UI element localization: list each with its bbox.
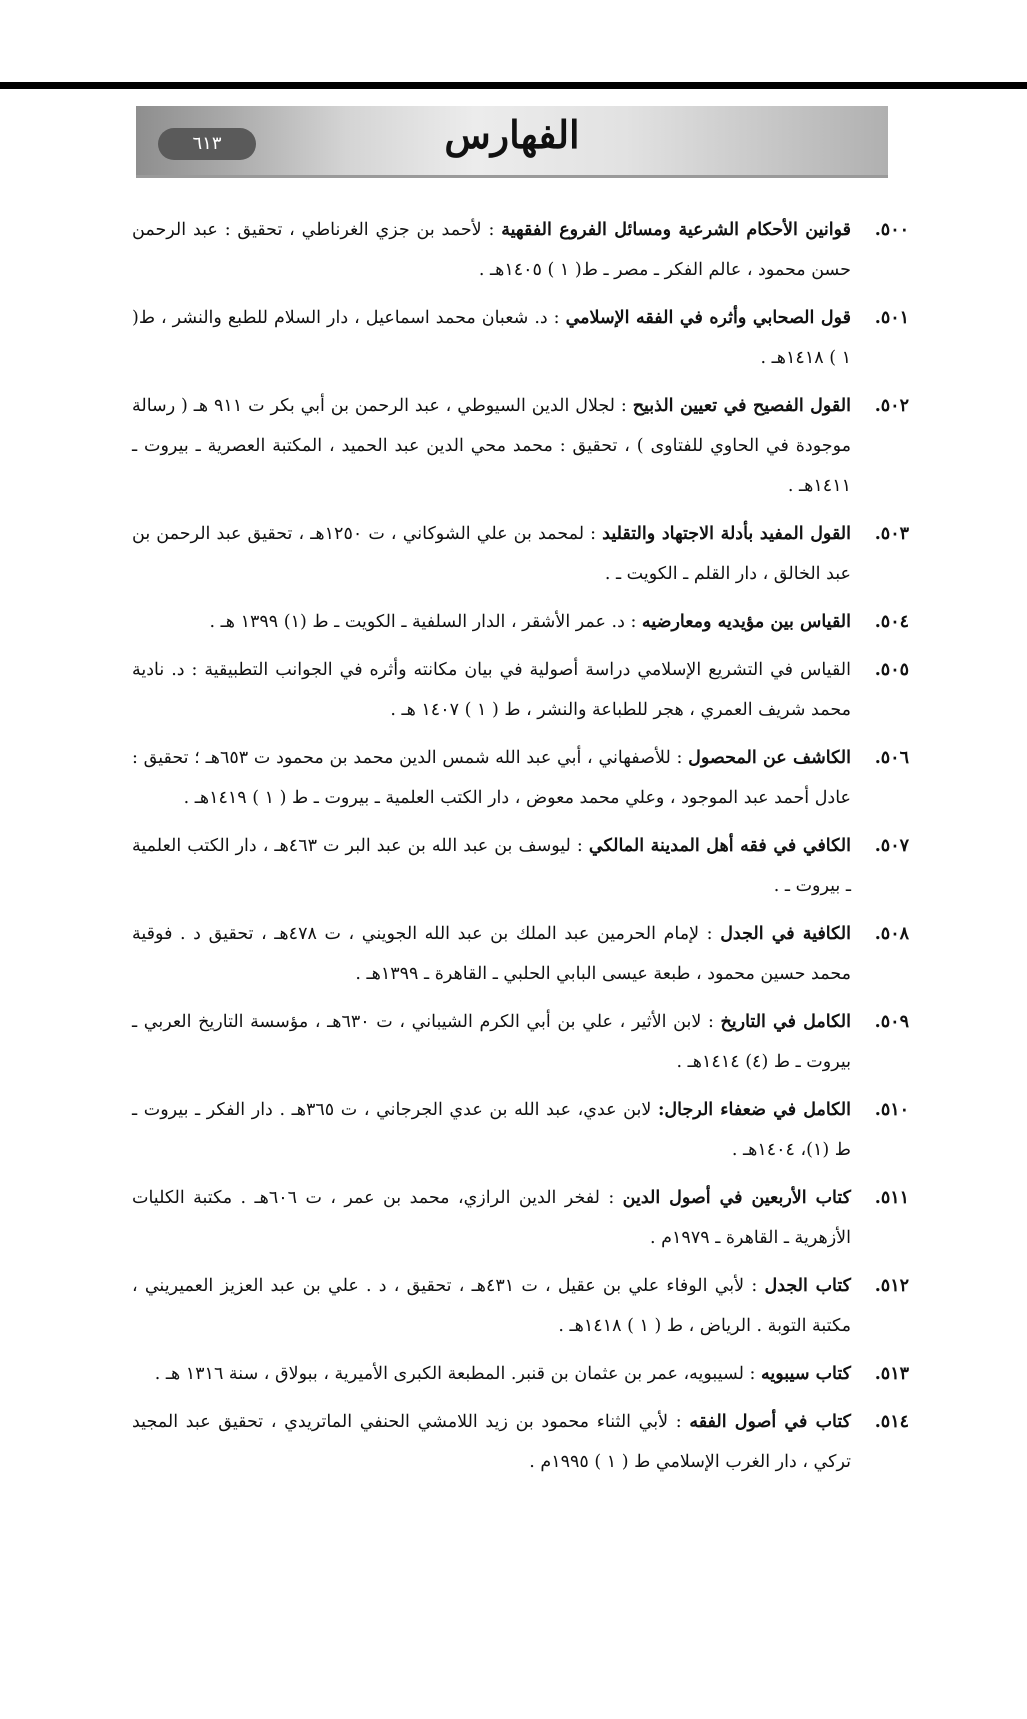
bibliography-entry — [132, 914, 909, 994]
entry-number: ٥١١. — [874, 1188, 910, 1208]
bibliography-entry — [132, 210, 909, 290]
entry-number: ٥١٤. — [874, 1412, 909, 1432]
bibliography-entry — [132, 738, 909, 818]
entry-title: الكافية في الجدل — [720, 924, 851, 944]
entry-details: : لأحمد بن جزي الغرناطي ، تحقيق : عبد الرحمن حسن محمود ، عالم الفكر ـ مصر ـ ط( ١ ) ١٤٠٥هـ . — [132, 220, 851, 280]
bibliography-entry — [132, 602, 909, 642]
top-rule — [0, 82, 1027, 89]
entry-details: : لابن الأثير ، علي بن أبي الكرم الشيباني ، ت ٦٣٠هـ ، مؤسسة التاريخ العربي ـ بيروت ـ ط (٤) ١٤١٤هـ . — [132, 1012, 851, 1072]
bibliography-entry — [132, 1090, 909, 1170]
entry-title: كتاب سيبويه — [760, 1364, 851, 1384]
running-header — [136, 106, 888, 178]
entry-details: : د. عمر الأشقر ، الدار السلفية ـ الكويت ـ ط (١) ١٣٩٩ هـ . — [209, 612, 642, 632]
bibliography-list — [132, 210, 909, 1490]
entry-title: القياس بين مؤيديه ومعارضيه — [641, 612, 851, 632]
bibliography-entry — [132, 650, 909, 730]
entry-number: ٥٠٩. — [874, 1012, 909, 1032]
bibliography-entry — [132, 386, 909, 506]
entry-details: : د. شعبان محمد اسماعيل ، دار السلام للطبع والنشر ، ط( ١ ) ١٤١٨هـ . — [132, 308, 851, 368]
entry-number: ٥٠٢. — [874, 396, 909, 416]
bibliography-entry — [132, 1266, 909, 1346]
page-number-badge: ٦١٣ — [158, 128, 256, 160]
entry-title: الكامل في التاريخ — [720, 1012, 851, 1032]
entry-title: كتاب في أصول الفقه — [689, 1412, 851, 1432]
entry-title: الكاشف عن المحصول — [688, 748, 851, 768]
entry-number: ٥٠١. — [874, 308, 910, 328]
entry-number: ٥٠٦. — [874, 748, 909, 768]
bibliography-entry — [132, 1354, 909, 1394]
entry-details: : لإمام الحرمين عبد الملك بن عبد الله الجويني ، ت ٤٧٨هـ ، تحقيق د . فوقية محمد حسين محمود ، طبعة عيسى البابي الحلبي ـ القاهرة ـ ١٣٩٩هـ . — [132, 924, 851, 984]
entry-details: : لسيبويه، عمر بن عثمان بن قنبر. المطبعة الكبرى الأميرية ، ببولاق ، سنة ١٣١٦ هـ . — [154, 1364, 761, 1384]
entry-number: ٥٠٧. — [874, 836, 909, 856]
entry-details: : لأبي الثناء محمود بن زيد اللامشي الحنفي الماتريدي ، تحقيق عبد المجيد تركي ، دار الغرب الإسلامي ط ( ١ ) ١٩٩٥م . — [132, 1412, 851, 1472]
entry-details: : ليوسف بن عبد الله بن عبد البر ت ٤٦٣هـ ، دار الكتب العلمية ـ بيروت ـ . — [132, 836, 851, 896]
entry-title: القول الفصيح في تعيين الذبيح — [632, 396, 851, 416]
entry-title: قول الصحابي وأثره في الفقه الإسلامي — [565, 308, 852, 328]
entry-title: قوانين الأحكام الشرعية ومسائل الفروع الفقهية — [501, 220, 851, 240]
entry-number: ٥٠٣. — [874, 524, 909, 544]
entry-number: ٥١٠. — [874, 1100, 910, 1120]
entry-title: كتاب الأربعين في أصول الدين — [622, 1188, 852, 1208]
entry-title: كتاب الجدل — [764, 1276, 851, 1296]
entry-details: : لأبي الوفاء علي بن عقيل ، ت ٤٣١هـ ، تحقيق ، د . علي بن عبد العزيز العميريني ، مكتبة التوبة . الرياض ، ط ( ١ ) ١٤١٨هـ . — [132, 1276, 851, 1336]
entry-details: لابن عدي، عبد الله بن عدي الجرجاني ، ت ٣٦٥هـ . دار الفكر ـ بيروت ـ ط (١)، ١٤٠٤هـ . — [132, 1100, 851, 1160]
entry-number: ٥٠٠. — [874, 220, 909, 240]
bibliography-entry — [132, 514, 909, 594]
entry-number: ٥١٢. — [874, 1276, 909, 1296]
entry-number: ٥٠٥. — [874, 660, 909, 680]
bibliography-entry — [132, 1402, 909, 1482]
entry-details: القياس في التشريع الإسلامي دراسة أصولية في بيان مكانته وأثره في الجوانب التطبيقية : د. نادية محمد شريف العمري ، هجر للطباعة والنشر ، ط ( ١ ) ١٤٠٧ هـ . — [132, 660, 851, 720]
entry-number: ٥٠٤. — [874, 612, 909, 632]
entry-title: القول المفيد بأدلة الاجتهاد والتقليد — [602, 524, 851, 544]
entry-details: : للأصفهاني ، أبي عبد الله شمس الدين محمد بن محمود ت ٦٥٣هـ ؛ تحقيق : عادل أحمد عبد الموجود ، وعلي محمد معوض ، دار الكتب العلمية ـ بيروت ـ ط ( ١ ) ١٤١٩هـ . — [132, 748, 851, 808]
entry-number: ٥٠٨. — [874, 924, 909, 944]
bibliography-entry — [132, 826, 909, 906]
header-title: الفهارس — [444, 112, 580, 157]
entry-title: الكامل في ضعفاء الرجال: — [657, 1100, 852, 1120]
entry-details: : لمحمد بن علي الشوكاني ، ت ١٢٥٠هـ ، تحقيق عبد الرحمن بن عبد الخالق ، دار القلم ـ الكويت ـ . — [132, 524, 851, 584]
bibliography-entry — [132, 298, 909, 378]
entry-number: ٥١٣. — [874, 1364, 909, 1384]
entry-details: : لجلال الدين السيوطي ، عبد الرحمن بن أبي بكر ت ٩١١ هـ ( رسالة موجودة في الحاوي للفتاوى ) ، تحقيق : محمد محي الدين عبد الحميد ، المكتبة العصرية ـ بيروت ـ ١٤١١هـ . — [132, 396, 851, 496]
bibliography-entry — [132, 1002, 909, 1082]
bibliography-entry — [132, 1178, 909, 1258]
entry-title: الكافي في فقه أهل المدينة المالكي — [588, 836, 851, 856]
entry-details: : لفخر الدين الرازي، محمد بن عمر ، ت ٦٠٦هـ . مكتبة الكليات الأزهرية ـ القاهرة ـ ١٩٧٩م . — [132, 1188, 851, 1248]
